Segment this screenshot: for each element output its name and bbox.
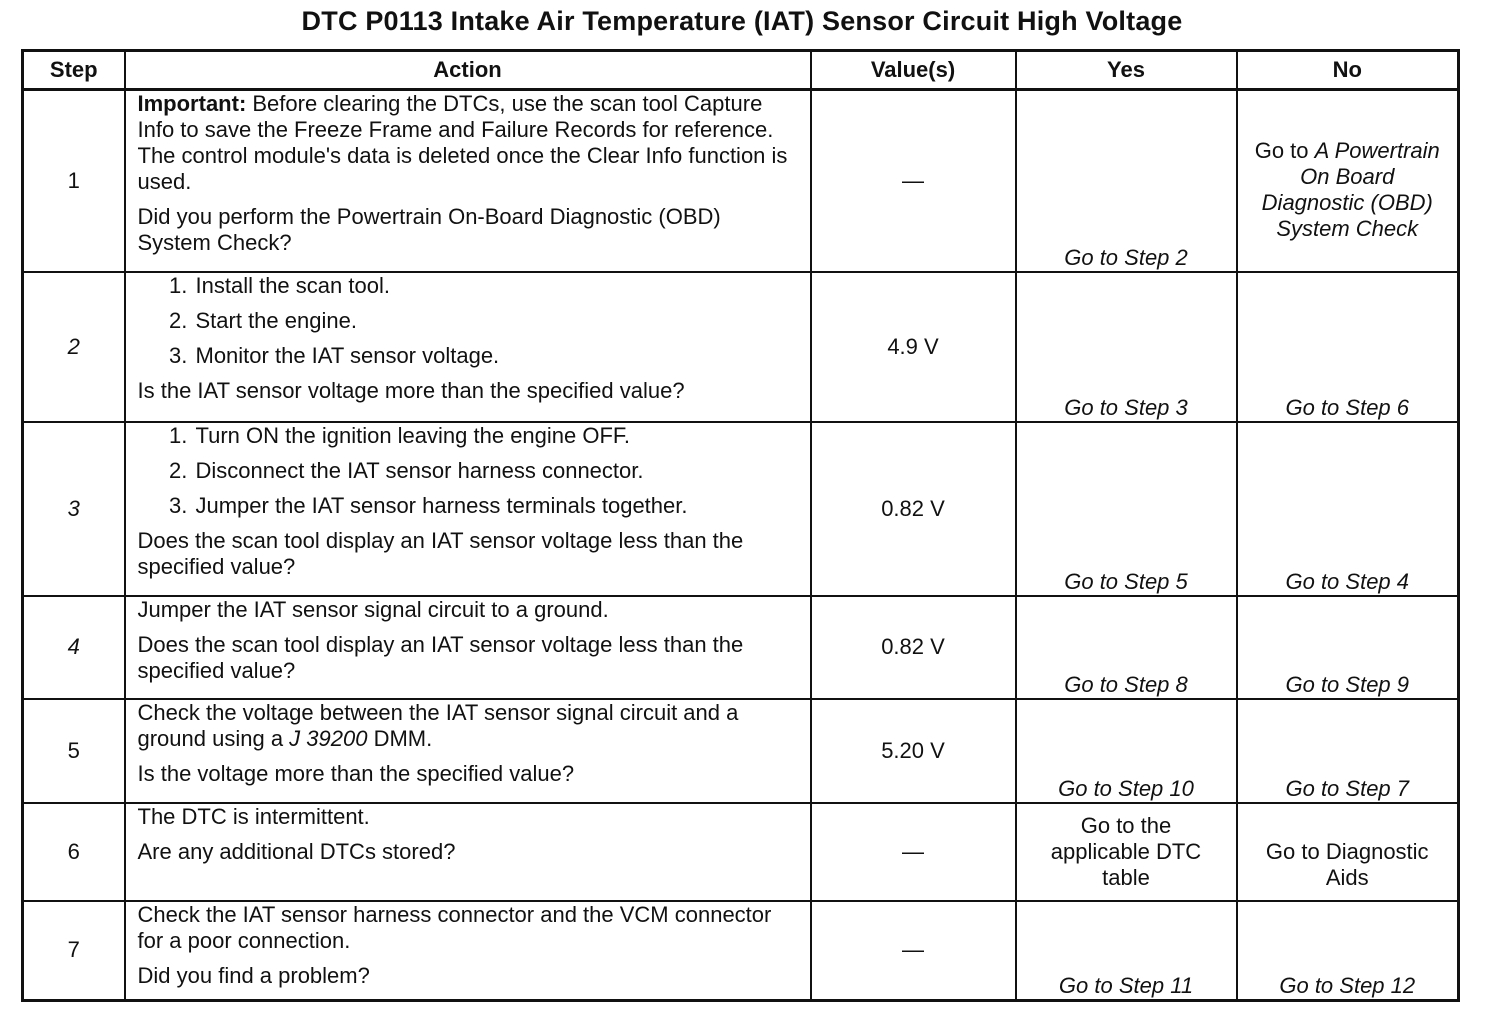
list-item: 1. Install the scan tool. bbox=[194, 273, 798, 299]
action-cell bbox=[125, 699, 811, 803]
step-number: 7 bbox=[23, 901, 125, 1001]
header-step: Step bbox=[23, 51, 125, 90]
no-prefix: Go to bbox=[1254, 137, 1315, 163]
table-header-row bbox=[23, 51, 1459, 90]
yes-cell: Go to Step 5 bbox=[1016, 422, 1237, 596]
action-question: Is the voltage more than the specified value? bbox=[137, 760, 575, 786]
action-question: Did you find a problem? bbox=[137, 962, 370, 988]
action-list bbox=[138, 273, 798, 369]
action-text-post: DMM. bbox=[367, 725, 433, 751]
header-action: Action bbox=[125, 51, 811, 90]
list-item: 2. Disconnect the IAT sensor harness connector. bbox=[194, 458, 798, 484]
header-yes: Yes bbox=[1016, 51, 1237, 90]
header-values: Value(s) bbox=[811, 51, 1016, 90]
header-no: No bbox=[1237, 51, 1459, 90]
yes-cell: Go to Step 11 bbox=[1016, 901, 1237, 1001]
step-number: 2 bbox=[23, 272, 125, 422]
step-number: 3 bbox=[23, 422, 125, 596]
yes-cell: Go to Step 2 bbox=[1016, 90, 1237, 272]
action-cell bbox=[125, 803, 811, 901]
no-cell: Go to Step 7 bbox=[1237, 699, 1459, 803]
page-title: DTC P0113 Intake Air Temperature (IAT) Sensor Circuit High Voltage bbox=[301, 6, 1183, 36]
action-list bbox=[138, 423, 798, 519]
table-row bbox=[23, 901, 1459, 1001]
action-question: Are any additional DTCs stored? bbox=[137, 838, 456, 864]
step-number: 5 bbox=[23, 699, 125, 803]
yes-cell: Go to the applicable DTC table bbox=[1016, 803, 1237, 901]
tool-name: J 39200 bbox=[289, 725, 368, 751]
step-number: 6 bbox=[23, 803, 125, 901]
table-row bbox=[23, 272, 1459, 422]
important-text: Before clearing the DTCs, use the scan tool Capture Info to save the Freeze Frame and Failure Records for reference. The control module's data is deleted once the Clear Info function is used. bbox=[137, 91, 788, 194]
value-cell: 0.82 V bbox=[811, 596, 1016, 699]
diagnostic-table bbox=[21, 49, 1460, 1002]
value-cell: — bbox=[811, 901, 1016, 1001]
important-note bbox=[138, 91, 798, 195]
action-cell bbox=[125, 596, 811, 699]
important-label: Important: bbox=[137, 91, 247, 116]
value-cell: — bbox=[811, 90, 1016, 272]
action-question: Does the scan tool display an IAT sensor voltage less than the specified value? bbox=[137, 527, 744, 579]
action-cell bbox=[125, 90, 811, 272]
action-text: The DTC is intermittent. bbox=[137, 803, 370, 829]
no-cell: Go to Step 6 bbox=[1237, 272, 1459, 422]
value-cell: 0.82 V bbox=[811, 422, 1016, 596]
action-cell bbox=[125, 272, 811, 422]
yes-cell: Go to Step 10 bbox=[1016, 699, 1237, 803]
table-row bbox=[23, 90, 1459, 272]
no-cell: Go to Diagnostic Aids bbox=[1237, 803, 1459, 901]
list-item: 3. Monitor the IAT sensor voltage. bbox=[194, 343, 798, 369]
action-text bbox=[138, 700, 798, 752]
table-row bbox=[23, 699, 1459, 803]
action-question: Did you perform the Powertrain On-Board Diagnostic (OBD) System Check? bbox=[137, 204, 721, 255]
step-number: 4 bbox=[23, 596, 125, 699]
action-question: Is the IAT sensor voltage more than the specified value? bbox=[137, 377, 685, 403]
no-cell: Go to Step 4 bbox=[1237, 422, 1459, 596]
no-cell: Go to Step 12 bbox=[1237, 901, 1459, 1001]
value-cell: 5.20 V bbox=[811, 699, 1016, 803]
yes-cell: Go to Step 3 bbox=[1016, 272, 1237, 422]
table-row bbox=[23, 803, 1459, 901]
action-text: Check the IAT sensor harness connector and the VCM connector for a poor connection. bbox=[137, 901, 772, 953]
step-number: 1 bbox=[23, 90, 125, 272]
no-reference: A Powertrain On Board Diagnostic (OBD) System Check bbox=[1261, 137, 1440, 241]
table-row bbox=[23, 596, 1459, 699]
list-item: 3. Jumper the IAT sensor harness terminals together. bbox=[194, 493, 798, 519]
no-cell: Go to Step 9 bbox=[1237, 596, 1459, 699]
list-item: 1. Turn ON the ignition leaving the engine OFF. bbox=[194, 423, 798, 449]
action-cell bbox=[125, 422, 811, 596]
table-row bbox=[23, 422, 1459, 596]
yes-cell: Go to Step 8 bbox=[1016, 596, 1237, 699]
list-item: 2. Start the engine. bbox=[194, 308, 798, 334]
action-text-pre: Check the voltage between the IAT sensor signal circuit and a ground using a bbox=[137, 699, 739, 751]
no-cell bbox=[1237, 90, 1459, 272]
action-cell bbox=[125, 901, 811, 1001]
action-question: Does the scan tool display an IAT sensor voltage less than the specified value? bbox=[137, 631, 744, 683]
value-cell: 4.9 V bbox=[811, 272, 1016, 422]
action-text: Jumper the IAT sensor signal circuit to a ground. bbox=[137, 596, 609, 622]
value-cell: — bbox=[811, 803, 1016, 901]
